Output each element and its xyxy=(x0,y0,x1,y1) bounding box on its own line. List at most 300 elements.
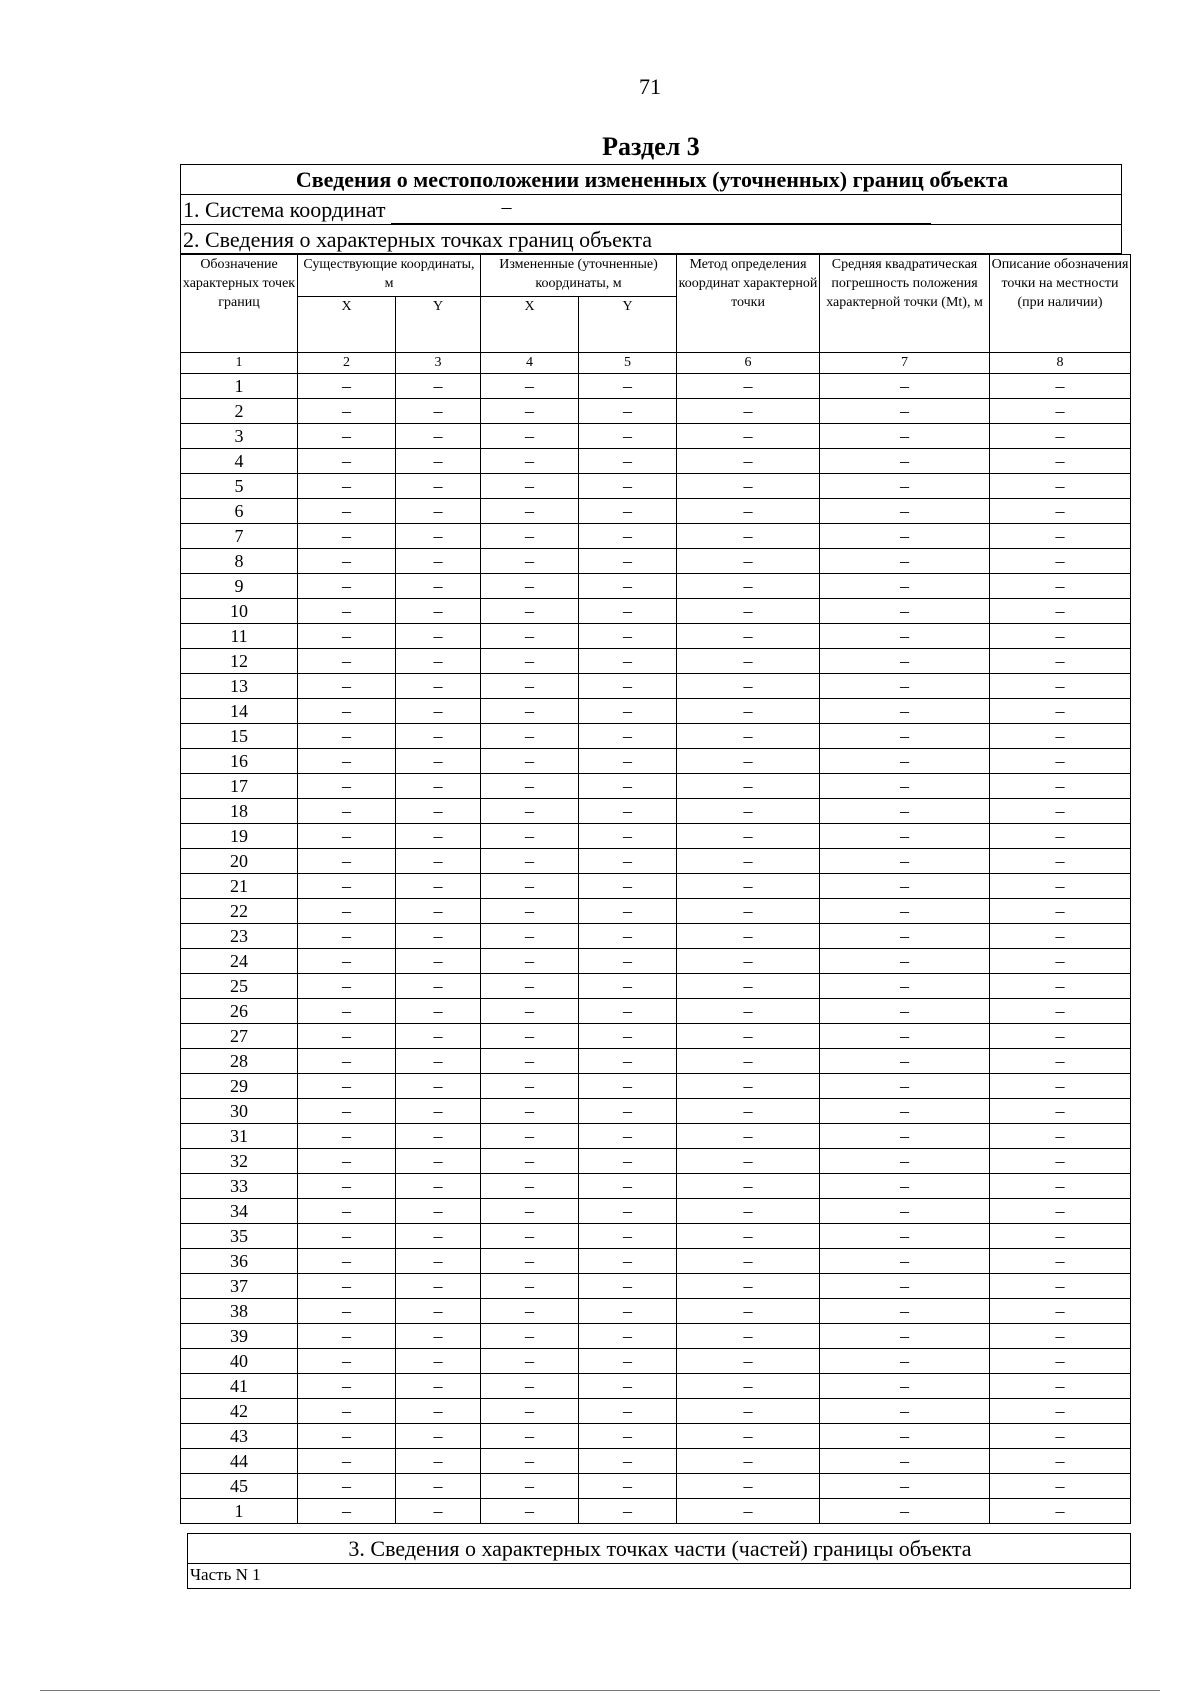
coord-system-value: – xyxy=(501,196,512,218)
point-id: 27 xyxy=(181,1024,298,1049)
header-description: Описание обозначения точки на местности (при наличии) xyxy=(990,255,1131,353)
dash-cell: – xyxy=(677,1224,820,1249)
dash-cell: – xyxy=(298,1224,396,1249)
dash-cell: – xyxy=(298,424,396,449)
dash-cell: – xyxy=(396,1199,481,1224)
table-row xyxy=(181,374,1131,399)
dash-cell: – xyxy=(579,774,677,799)
dash-cell: – xyxy=(677,724,820,749)
point-id: 45 xyxy=(181,1474,298,1499)
dash-cell: – xyxy=(481,499,579,524)
dash-cell: – xyxy=(579,1199,677,1224)
dash-cell: – xyxy=(820,399,990,424)
column-number: 3 xyxy=(396,353,481,374)
table-row xyxy=(181,924,1131,949)
dash-cell: – xyxy=(481,599,579,624)
column-number-row xyxy=(181,353,1131,374)
dash-cell: – xyxy=(677,374,820,399)
dash-cell: – xyxy=(677,1374,820,1399)
dash-cell: – xyxy=(396,649,481,674)
point-id: 7 xyxy=(181,524,298,549)
dash-cell: – xyxy=(298,524,396,549)
dash-cell: – xyxy=(481,924,579,949)
dash-cell: – xyxy=(820,924,990,949)
dash-cell: – xyxy=(298,474,396,499)
dash-cell: – xyxy=(579,1074,677,1099)
table-row xyxy=(181,999,1131,1024)
dash-cell: – xyxy=(579,1249,677,1274)
dash-cell: – xyxy=(820,524,990,549)
dash-cell: – xyxy=(820,1224,990,1249)
table-row xyxy=(181,499,1131,524)
table-row xyxy=(181,899,1131,924)
dash-cell: – xyxy=(481,724,579,749)
table-row xyxy=(181,599,1131,624)
dash-cell: – xyxy=(677,1499,820,1524)
point-id: 35 xyxy=(181,1224,298,1249)
table-row xyxy=(181,799,1131,824)
dash-cell: – xyxy=(990,824,1131,849)
dash-cell: – xyxy=(990,699,1131,724)
dash-cell: – xyxy=(820,449,990,474)
dash-cell: – xyxy=(579,999,677,1024)
page-number: 71 xyxy=(639,74,661,99)
point-id: 40 xyxy=(181,1349,298,1374)
dash-cell: – xyxy=(396,924,481,949)
dash-cell: – xyxy=(396,599,481,624)
dash-cell: – xyxy=(298,799,396,824)
point-id: 28 xyxy=(181,1049,298,1074)
dash-cell: – xyxy=(990,1124,1131,1149)
dash-cell: – xyxy=(579,1149,677,1174)
dash-cell: – xyxy=(396,1324,481,1349)
point-id: 26 xyxy=(181,999,298,1024)
table-row xyxy=(181,1324,1131,1349)
dash-cell: – xyxy=(820,1074,990,1099)
point-id: 1 xyxy=(181,1499,298,1524)
dash-cell: – xyxy=(396,449,481,474)
dash-cell: – xyxy=(396,1074,481,1099)
points-table xyxy=(180,254,1131,1524)
dash-cell: – xyxy=(990,674,1131,699)
table-row xyxy=(181,1374,1131,1399)
dash-cell: – xyxy=(481,974,579,999)
dash-cell: – xyxy=(481,1499,579,1524)
dash-cell: – xyxy=(396,799,481,824)
dash-cell: – xyxy=(820,574,990,599)
dash-cell: – xyxy=(677,749,820,774)
dash-cell: – xyxy=(677,449,820,474)
dash-cell: – xyxy=(579,849,677,874)
dash-cell: – xyxy=(298,399,396,424)
table-row xyxy=(181,874,1131,899)
dash-cell: – xyxy=(396,499,481,524)
dash-cell: – xyxy=(990,749,1131,774)
dash-cell: – xyxy=(579,499,677,524)
point-id: 33 xyxy=(181,1174,298,1199)
dash-cell: – xyxy=(820,1274,990,1299)
table-row xyxy=(181,449,1131,474)
dash-cell: – xyxy=(481,449,579,474)
dash-cell: – xyxy=(820,699,990,724)
part-label: Часть N 1 xyxy=(190,1565,261,1584)
table-row xyxy=(181,1049,1131,1074)
table-row xyxy=(181,524,1131,549)
dash-cell: – xyxy=(579,749,677,774)
dash-cell: – xyxy=(820,949,990,974)
dash-cell: – xyxy=(579,424,677,449)
dash-cell: – xyxy=(677,499,820,524)
dash-cell: – xyxy=(579,524,677,549)
dash-cell: – xyxy=(990,1499,1131,1524)
dash-cell: – xyxy=(990,449,1131,474)
dash-cell: – xyxy=(677,974,820,999)
dash-cell: – xyxy=(579,824,677,849)
dash-cell: – xyxy=(396,824,481,849)
dash-cell: – xyxy=(481,1474,579,1499)
dash-cell: – xyxy=(820,1449,990,1474)
dash-cell: – xyxy=(396,774,481,799)
points-label-row: 2. Сведения о характерных точках границ объекта xyxy=(183,227,652,252)
dash-cell: – xyxy=(579,699,677,724)
dash-cell: – xyxy=(481,1449,579,1474)
dash-cell: – xyxy=(298,824,396,849)
column-number: 7 xyxy=(820,353,990,374)
dash-cell: – xyxy=(579,574,677,599)
dash-cell: – xyxy=(677,774,820,799)
dash-cell: – xyxy=(396,1399,481,1424)
dash-cell: – xyxy=(820,974,990,999)
dash-cell: – xyxy=(990,974,1131,999)
table-row xyxy=(181,1424,1131,1449)
dash-cell: – xyxy=(579,1449,677,1474)
dash-cell: – xyxy=(820,549,990,574)
dash-cell: – xyxy=(677,474,820,499)
dash-cell: – xyxy=(677,1449,820,1474)
dash-cell: – xyxy=(677,1099,820,1124)
dash-cell: – xyxy=(820,424,990,449)
dash-cell: – xyxy=(990,1049,1131,1074)
dash-cell: – xyxy=(990,1449,1131,1474)
dash-cell: – xyxy=(677,1049,820,1074)
table-row xyxy=(181,1199,1131,1224)
table-row xyxy=(181,1249,1131,1274)
dash-cell: – xyxy=(396,1499,481,1524)
dash-cell: – xyxy=(990,799,1131,824)
table-row xyxy=(181,574,1131,599)
dash-cell: – xyxy=(396,1149,481,1174)
dash-cell: – xyxy=(579,1049,677,1074)
dash-cell: – xyxy=(481,1274,579,1299)
point-id: 2 xyxy=(181,399,298,424)
dash-cell: – xyxy=(677,799,820,824)
dash-cell: – xyxy=(677,549,820,574)
dash-cell: – xyxy=(481,899,579,924)
table-row xyxy=(181,949,1131,974)
table-row xyxy=(181,674,1131,699)
dash-cell: – xyxy=(396,524,481,549)
dash-cell: – xyxy=(481,624,579,649)
dash-cell: – xyxy=(481,824,579,849)
dash-cell: – xyxy=(820,899,990,924)
dash-cell: – xyxy=(481,1049,579,1074)
dash-cell: – xyxy=(677,399,820,424)
dash-cell: – xyxy=(990,924,1131,949)
dash-cell: – xyxy=(396,574,481,599)
dash-cell: – xyxy=(481,999,579,1024)
dash-cell: – xyxy=(579,1224,677,1249)
dash-cell: – xyxy=(481,549,579,574)
dash-cell: – xyxy=(990,474,1131,499)
table-row xyxy=(181,1074,1131,1099)
dash-cell: – xyxy=(579,399,677,424)
dash-cell: – xyxy=(990,1349,1131,1374)
dash-cell: – xyxy=(298,774,396,799)
table-row xyxy=(181,1299,1131,1324)
dash-cell: – xyxy=(579,1374,677,1399)
dash-cell: – xyxy=(298,699,396,724)
dash-cell: – xyxy=(990,549,1131,574)
point-id: 14 xyxy=(181,699,298,724)
dash-cell: – xyxy=(579,1424,677,1449)
dash-cell: – xyxy=(677,574,820,599)
dash-cell: – xyxy=(820,1024,990,1049)
part-section-box xyxy=(187,1533,1131,1589)
dash-cell: – xyxy=(820,1474,990,1499)
dash-cell: – xyxy=(820,1424,990,1449)
dash-cell: – xyxy=(990,574,1131,599)
dash-cell: – xyxy=(298,749,396,774)
dash-cell: – xyxy=(298,1499,396,1524)
point-id: 10 xyxy=(181,599,298,624)
header-error: Средняя квадратическая погрешность положения характерной точки (Mt), м xyxy=(820,255,990,353)
dash-cell: – xyxy=(298,724,396,749)
dash-cell: – xyxy=(481,1399,579,1424)
column-number: 2 xyxy=(298,353,396,374)
dash-cell: – xyxy=(298,624,396,649)
dash-cell: – xyxy=(677,1299,820,1324)
dash-cell: – xyxy=(579,624,677,649)
dash-cell: – xyxy=(396,1374,481,1399)
dash-cell: – xyxy=(396,1024,481,1049)
point-id: 42 xyxy=(181,1399,298,1424)
dash-cell: – xyxy=(396,699,481,724)
dash-cell: – xyxy=(990,949,1131,974)
dash-cell: – xyxy=(579,1324,677,1349)
dash-cell: – xyxy=(396,724,481,749)
dash-cell: – xyxy=(481,524,579,549)
header-changed-x: X xyxy=(481,297,579,353)
table-row xyxy=(181,649,1131,674)
point-id: 5 xyxy=(181,474,298,499)
dash-cell: – xyxy=(820,674,990,699)
table-row xyxy=(181,399,1131,424)
dash-cell: – xyxy=(481,1149,579,1174)
dash-cell: – xyxy=(298,974,396,999)
point-id: 32 xyxy=(181,1149,298,1174)
point-id: 6 xyxy=(181,499,298,524)
table-row xyxy=(181,699,1131,724)
dash-cell: – xyxy=(820,1324,990,1349)
section-title: Раздел 3 xyxy=(602,132,700,161)
dash-cell: – xyxy=(990,1374,1131,1399)
dash-cell: – xyxy=(579,949,677,974)
dash-cell: – xyxy=(820,799,990,824)
point-id: 29 xyxy=(181,1074,298,1099)
dash-cell: – xyxy=(990,374,1131,399)
dash-cell: – xyxy=(820,1349,990,1374)
dash-cell: – xyxy=(396,1224,481,1249)
dash-cell: – xyxy=(579,374,677,399)
dash-cell: – xyxy=(396,1299,481,1324)
dash-cell: – xyxy=(396,874,481,899)
column-number: 1 xyxy=(181,353,298,374)
dash-cell: – xyxy=(298,1424,396,1449)
dash-cell: – xyxy=(481,1424,579,1449)
dash-cell: – xyxy=(298,1249,396,1274)
table-row xyxy=(181,624,1131,649)
dash-cell: – xyxy=(481,799,579,824)
dash-cell: – xyxy=(298,449,396,474)
dash-cell: – xyxy=(298,999,396,1024)
dash-cell: – xyxy=(396,1249,481,1274)
dash-cell: – xyxy=(396,849,481,874)
dash-cell: – xyxy=(298,924,396,949)
dash-cell: – xyxy=(481,474,579,499)
dash-cell: – xyxy=(990,1074,1131,1099)
dash-cell: – xyxy=(298,1474,396,1499)
dash-cell: – xyxy=(990,599,1131,624)
dash-cell: – xyxy=(396,1124,481,1149)
dash-cell: – xyxy=(396,974,481,999)
dash-cell: – xyxy=(396,474,481,499)
dash-cell: – xyxy=(677,1274,820,1299)
table-row xyxy=(181,1349,1131,1374)
dash-cell: – xyxy=(298,1349,396,1374)
dash-cell: – xyxy=(820,1199,990,1224)
dash-cell: – xyxy=(990,1299,1131,1324)
dash-cell: – xyxy=(990,424,1131,449)
point-id: 31 xyxy=(181,1124,298,1149)
dash-cell: – xyxy=(677,1124,820,1149)
point-id: 37 xyxy=(181,1274,298,1299)
dash-cell: – xyxy=(481,674,579,699)
point-id: 13 xyxy=(181,674,298,699)
dash-cell: – xyxy=(481,774,579,799)
column-number: 8 xyxy=(990,353,1131,374)
dash-cell: – xyxy=(298,499,396,524)
table-row xyxy=(181,1449,1131,1474)
table-row xyxy=(181,1174,1131,1199)
column-number: 5 xyxy=(579,353,677,374)
dash-cell: – xyxy=(579,899,677,924)
dash-cell: – xyxy=(677,1149,820,1174)
dash-cell: – xyxy=(298,1299,396,1324)
dash-cell: – xyxy=(579,1099,677,1124)
dash-cell: – xyxy=(677,1074,820,1099)
header-designation: Обозначение характерных точек границ xyxy=(181,255,298,353)
dash-cell: – xyxy=(677,424,820,449)
point-id: 3 xyxy=(181,424,298,449)
dash-cell: – xyxy=(677,699,820,724)
table-row xyxy=(181,724,1131,749)
dash-cell: – xyxy=(396,1474,481,1499)
dash-cell: – xyxy=(579,1024,677,1049)
dash-cell: – xyxy=(820,1249,990,1274)
dash-cell: – xyxy=(481,1224,579,1249)
dash-cell: – xyxy=(481,1124,579,1149)
dash-cell: – xyxy=(396,1349,481,1374)
dash-cell: – xyxy=(990,499,1131,524)
dash-cell: – xyxy=(579,924,677,949)
dash-cell: – xyxy=(298,899,396,924)
dash-cell: – xyxy=(820,1299,990,1324)
dash-cell: – xyxy=(396,374,481,399)
dash-cell: – xyxy=(820,599,990,624)
dash-cell: – xyxy=(579,1499,677,1524)
dash-cell: – xyxy=(990,874,1131,899)
dash-cell: – xyxy=(298,1374,396,1399)
dash-cell: – xyxy=(298,1399,396,1424)
dash-cell: – xyxy=(990,1224,1131,1249)
dash-cell: – xyxy=(990,1199,1131,1224)
dash-cell: – xyxy=(396,1424,481,1449)
dash-cell: – xyxy=(990,724,1131,749)
dash-cell: – xyxy=(820,1499,990,1524)
point-id: 4 xyxy=(181,449,298,474)
dash-cell: – xyxy=(579,549,677,574)
coord-system-blank xyxy=(391,196,931,224)
dash-cell: – xyxy=(579,1349,677,1374)
dash-cell: – xyxy=(396,549,481,574)
dash-cell: – xyxy=(820,1149,990,1174)
dash-cell: – xyxy=(820,374,990,399)
dash-cell: – xyxy=(990,999,1131,1024)
table-row xyxy=(181,774,1131,799)
dash-cell: – xyxy=(298,1274,396,1299)
table-row xyxy=(181,1399,1131,1424)
dash-cell: – xyxy=(990,1399,1131,1424)
dash-cell: – xyxy=(298,949,396,974)
dash-cell: – xyxy=(820,1124,990,1149)
table-row xyxy=(181,849,1131,874)
dash-cell: – xyxy=(481,1099,579,1124)
table-row xyxy=(181,549,1131,574)
dash-cell: – xyxy=(579,674,677,699)
point-id: 38 xyxy=(181,1299,298,1324)
point-id: 16 xyxy=(181,749,298,774)
dash-cell: – xyxy=(298,1149,396,1174)
dash-cell: – xyxy=(677,674,820,699)
dash-cell: – xyxy=(396,1274,481,1299)
dash-cell: – xyxy=(579,799,677,824)
dash-cell: – xyxy=(396,399,481,424)
dash-cell: – xyxy=(396,1049,481,1074)
point-id: 8 xyxy=(181,549,298,574)
dash-cell: – xyxy=(481,374,579,399)
dash-cell: – xyxy=(481,1249,579,1274)
dash-cell: – xyxy=(481,1374,579,1399)
dash-cell: – xyxy=(677,999,820,1024)
dash-cell: – xyxy=(481,399,579,424)
dash-cell: – xyxy=(298,1174,396,1199)
dash-cell: – xyxy=(298,649,396,674)
dash-cell: – xyxy=(990,899,1131,924)
dash-cell: – xyxy=(820,624,990,649)
dash-cell: – xyxy=(396,949,481,974)
dash-cell: – xyxy=(990,774,1131,799)
dash-cell: – xyxy=(820,724,990,749)
